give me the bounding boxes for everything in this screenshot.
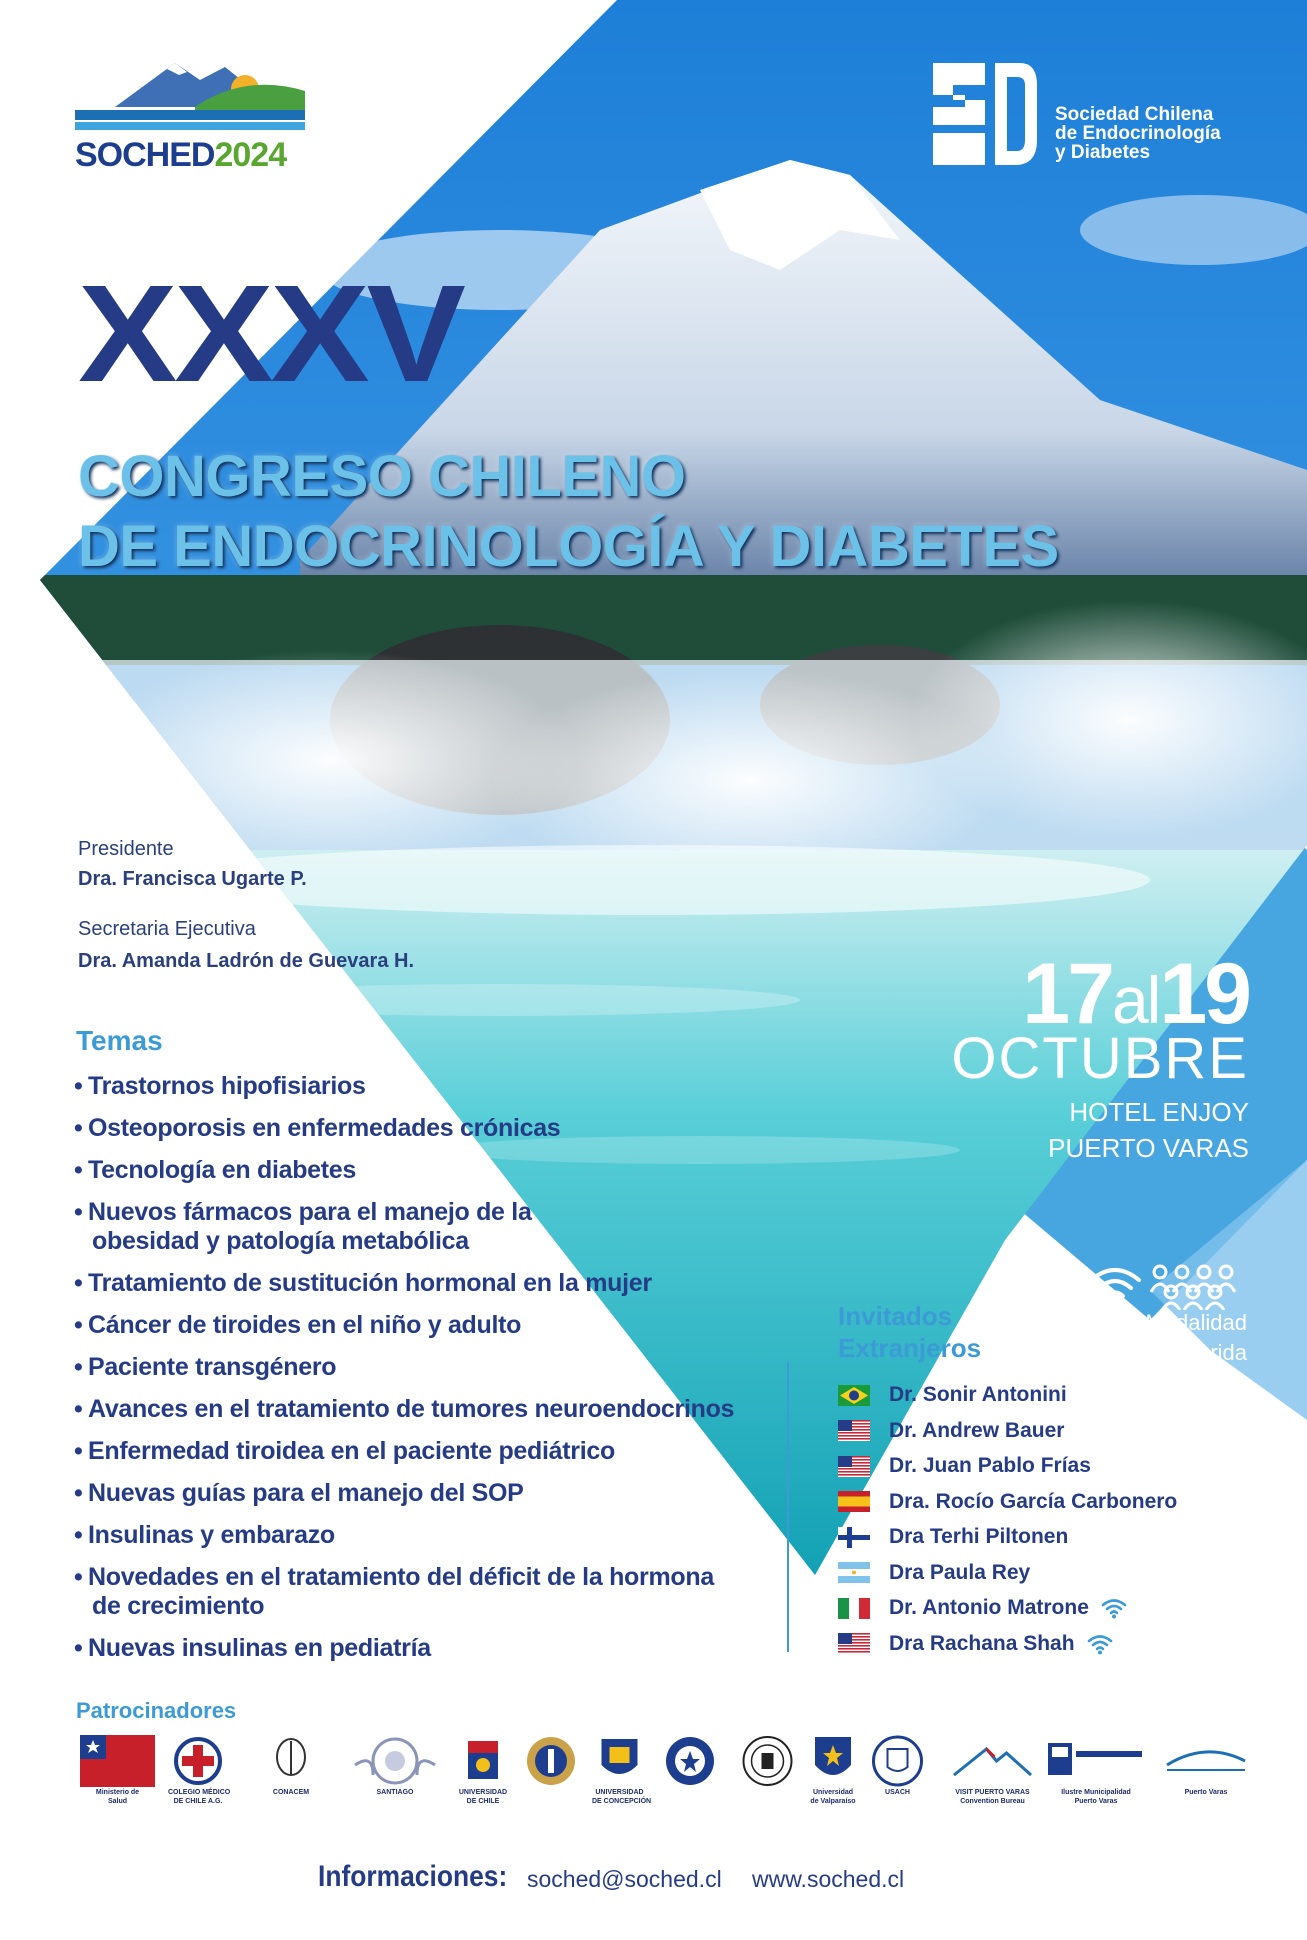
congress-title-line2: DE ENDOCRINOLOGÍA Y DIABETES [78, 514, 1059, 579]
universidad-valparaiso-logo [808, 1735, 858, 1810]
italy-flag-icon [838, 1598, 870, 1619]
sponsor-label: Ilustre Municipalidad [1061, 1789, 1131, 1796]
sponsor-emblem-icon [80, 1735, 155, 1787]
usa-flag-icon [838, 1420, 870, 1441]
guest-row [838, 1414, 1064, 1448]
bullet-icon: • [74, 1395, 83, 1423]
guest-name: Dr. Antonio Matrone [889, 1596, 1089, 1619]
sponsor-label: Ministerio de [95, 1789, 140, 1796]
sponsor-emblem-icon [246, 1735, 336, 1787]
sponsor-emblem-icon [660, 1735, 720, 1787]
sociedad-medica-santiago-logo [345, 1735, 445, 1810]
topic-text: Osteoporosis en enfermedades crónicas [88, 1114, 561, 1142]
audience-icon [1151, 1266, 1235, 1310]
mode-label-line2: Híbrida [1176, 1340, 1247, 1365]
topics-title: Temas [76, 1025, 163, 1056]
topic-text: obesidad y patología metabólica [92, 1227, 469, 1255]
guest-name: Dra Rachana Shah [889, 1631, 1075, 1655]
day-start: 17 [1022, 946, 1112, 1042]
usa-flag-icon [838, 1633, 870, 1654]
topic-text: Nuevos fármacos para el manejo de la [88, 1198, 532, 1226]
topic-text: Tecnología en diabetes [88, 1156, 356, 1184]
sponsor-label: UNIVERSIDAD [458, 1789, 508, 1796]
guests-title-line1: Invitados [838, 1301, 953, 1331]
guests-divider [787, 1362, 789, 1652]
mode-label-line1: Modalidad [1145, 1310, 1247, 1335]
info-label: Informaciones: [318, 1860, 508, 1893]
universidad-los-andes-logo [740, 1735, 795, 1810]
bullet-icon: • [74, 1311, 83, 1339]
guest-name: Dr. Sonir Antonini [889, 1383, 1067, 1406]
sponsor-emblem-icon [808, 1735, 858, 1787]
guest-row [838, 1591, 1127, 1625]
sponsor-emblem-icon [740, 1735, 795, 1787]
sponsor-emblem-icon [522, 1735, 580, 1787]
sponsor-label: Puerto Varas [1074, 1798, 1118, 1805]
bullet-icon: • [74, 1353, 83, 1381]
edition-numeral: XXXV [78, 257, 463, 411]
topic-item [74, 1634, 774, 1663]
website-link[interactable]: www.soched.cl [752, 1866, 905, 1892]
wifi-icon [1087, 1633, 1113, 1655]
usa-flag-icon [838, 1456, 870, 1477]
sponsor-label: SANTIAGO [376, 1789, 414, 1796]
sponsor-emblem-icon [345, 1735, 445, 1787]
sponsor-emblem-icon [458, 1735, 508, 1787]
bullet-icon: • [74, 1563, 83, 1591]
guest-name: Dra Terhi Piltonen [889, 1525, 1069, 1548]
congress-title [78, 442, 1059, 582]
guest-row [838, 1556, 1030, 1590]
topic-text: Tratamiento de sustitución hormonal en la mujer [88, 1269, 652, 1297]
topic-text: Cáncer de tiroides en el niño y adulto [88, 1311, 522, 1339]
topic-item [74, 1269, 774, 1298]
venue-city: PUERTO VARAS [1048, 1133, 1249, 1163]
wifi-icon [1101, 1597, 1127, 1619]
usach-logo [870, 1735, 925, 1810]
venue-name: HOTEL ENJOY [1069, 1097, 1249, 1127]
puerto-varas-logo [1165, 1735, 1247, 1810]
argentina-flag-icon [838, 1562, 870, 1583]
hybrid-mode-icons [1085, 1262, 1245, 1310]
topic-item [74, 1198, 774, 1256]
guest-row [838, 1485, 1177, 1519]
sponsor-label: UNIVERSIDAD [595, 1789, 644, 1796]
president-role: Presidente [78, 838, 174, 860]
visit-puerto-varas-logo [950, 1735, 1035, 1810]
sponsor-label: VISIT PUERTO VARAS [955, 1789, 1030, 1796]
colegio-medico-logo [168, 1735, 231, 1810]
society-logo-icon [925, 55, 1040, 170]
topics-list [74, 1072, 774, 1676]
sponsor-emblem-icon [950, 1735, 1035, 1787]
sponsor-label: Salud [107, 1798, 128, 1805]
topic-item [74, 1156, 774, 1185]
sponsors-title: Patrocinadores [76, 1698, 237, 1723]
guest-name: Dra Paula Rey [889, 1560, 1031, 1584]
topic-item [74, 1353, 774, 1382]
finland-flag-icon [838, 1527, 870, 1548]
topic-text: Insulinas y embarazo [88, 1521, 335, 1549]
topic-item [74, 1521, 774, 1550]
bullet-icon: • [74, 1072, 83, 1100]
topic-text: Paciente transgénero [88, 1353, 337, 1381]
guest-row [838, 1520, 1068, 1554]
bullet-icon: • [74, 1479, 83, 1507]
topic-text: Trastornos hipofisiarios [88, 1072, 366, 1100]
soched-wordmark-part2: 2024 [214, 136, 287, 174]
brazil-flag-icon [838, 1385, 870, 1406]
universidad-de-chile-logo [458, 1735, 508, 1810]
congress-title-line1: CONGRESO CHILENO [78, 444, 686, 509]
guest-name: Dr. Andrew Bauer [889, 1418, 1065, 1442]
bullet-icon: • [74, 1269, 83, 1297]
universidad-de-concepcion-logo [592, 1735, 652, 1810]
topic-text: Novedades en el tratamiento del déficit de la hormona [88, 1563, 714, 1591]
topic-item [74, 1311, 774, 1340]
topic-text: Nuevas insulinas en pediatría [88, 1634, 431, 1662]
secretary-name: Dra. Amanda Ladrón de Guevara H. [78, 950, 415, 972]
sponsor-label: DE CHILE A.G. [173, 1798, 223, 1805]
topic-item [74, 1072, 774, 1101]
topic-text: Enfermedad tiroidea en el paciente pediátrico [88, 1437, 615, 1465]
topic-item [74, 1114, 774, 1143]
topic-item [74, 1437, 774, 1466]
puc-logo [522, 1735, 580, 1810]
society-name-line3: y Diabetes [1055, 142, 1151, 163]
guests-title [838, 1300, 981, 1364]
conacem-logo [246, 1735, 336, 1810]
universidad-de-valparaiso-seal [660, 1735, 720, 1810]
guest-row [838, 1378, 1067, 1412]
sponsor-emblem-icon [168, 1735, 228, 1787]
sponsor-label: Universidad [812, 1789, 854, 1796]
sponsor-label: de Valparaíso [810, 1798, 856, 1805]
secretary-role: Secretaria Ejecutiva [78, 918, 256, 940]
sponsor-emblem-icon [870, 1735, 925, 1787]
sponsor-label: USACH [885, 1789, 910, 1796]
bullet-icon: • [74, 1437, 83, 1465]
soched-wordmark [75, 136, 286, 175]
society-name-line1: Sociedad Chilena [1055, 104, 1214, 125]
spain-flag-icon [838, 1491, 870, 1512]
bullet-icon: • [74, 1198, 83, 1226]
topic-item [74, 1479, 774, 1508]
sponsor-emblem-icon [1046, 1735, 1146, 1787]
bullet-icon: • [74, 1634, 83, 1662]
society-name [1055, 105, 1221, 162]
guest-row [838, 1449, 1091, 1483]
guest-name: Dr. Juan Pablo Frías [889, 1454, 1091, 1477]
wifi-icon [1091, 1270, 1139, 1296]
guest-row [838, 1627, 1113, 1661]
sponsor-label: Convention Bureau [960, 1798, 1025, 1805]
day-connector: al [1111, 963, 1160, 1037]
sponsor-label: COLEGIO MÉDICO [168, 1789, 231, 1796]
topic-text: Avances en el tratamiento de tumores neuroendocrinos [88, 1395, 735, 1423]
society-name-line2: de Endocrinología [1055, 123, 1221, 144]
sponsor-label: Puerto Varas [1184, 1789, 1228, 1796]
guest-name: Dra. Rocío García Carbonero [889, 1489, 1178, 1513]
sponsor-emblem-icon [592, 1735, 647, 1787]
bullet-icon: • [74, 1521, 83, 1549]
sponsor-label: DE CONCEPCIÓN [592, 1798, 652, 1805]
topic-item [74, 1563, 774, 1621]
topic-item [74, 1395, 774, 1424]
sponsor-emblem-icon [1165, 1735, 1247, 1787]
bullet-icon: • [74, 1156, 83, 1184]
municipalidad-puerto-varas-logo [1046, 1735, 1146, 1810]
sponsor-label: DE CHILE [466, 1798, 500, 1805]
soched-wordmark-part1: SOCHED [75, 136, 215, 174]
day-end: 19 [1159, 946, 1249, 1042]
president-name: Dra. Francisca Ugarte P. [78, 868, 307, 890]
guests-title-line2: Extranjeros [838, 1333, 982, 1363]
sponsor-label: CONACEM [272, 1789, 310, 1796]
contact-email-link[interactable]: soched@soched.cl [527, 1866, 722, 1892]
event-month: OCTUBRE [951, 1026, 1249, 1091]
topic-text: de crecimiento [92, 1592, 265, 1620]
ministerio-de-salud-logo [80, 1735, 155, 1810]
topic-text: Nuevas guías para el manejo del SOP [88, 1479, 524, 1507]
bullet-icon: • [74, 1114, 83, 1142]
